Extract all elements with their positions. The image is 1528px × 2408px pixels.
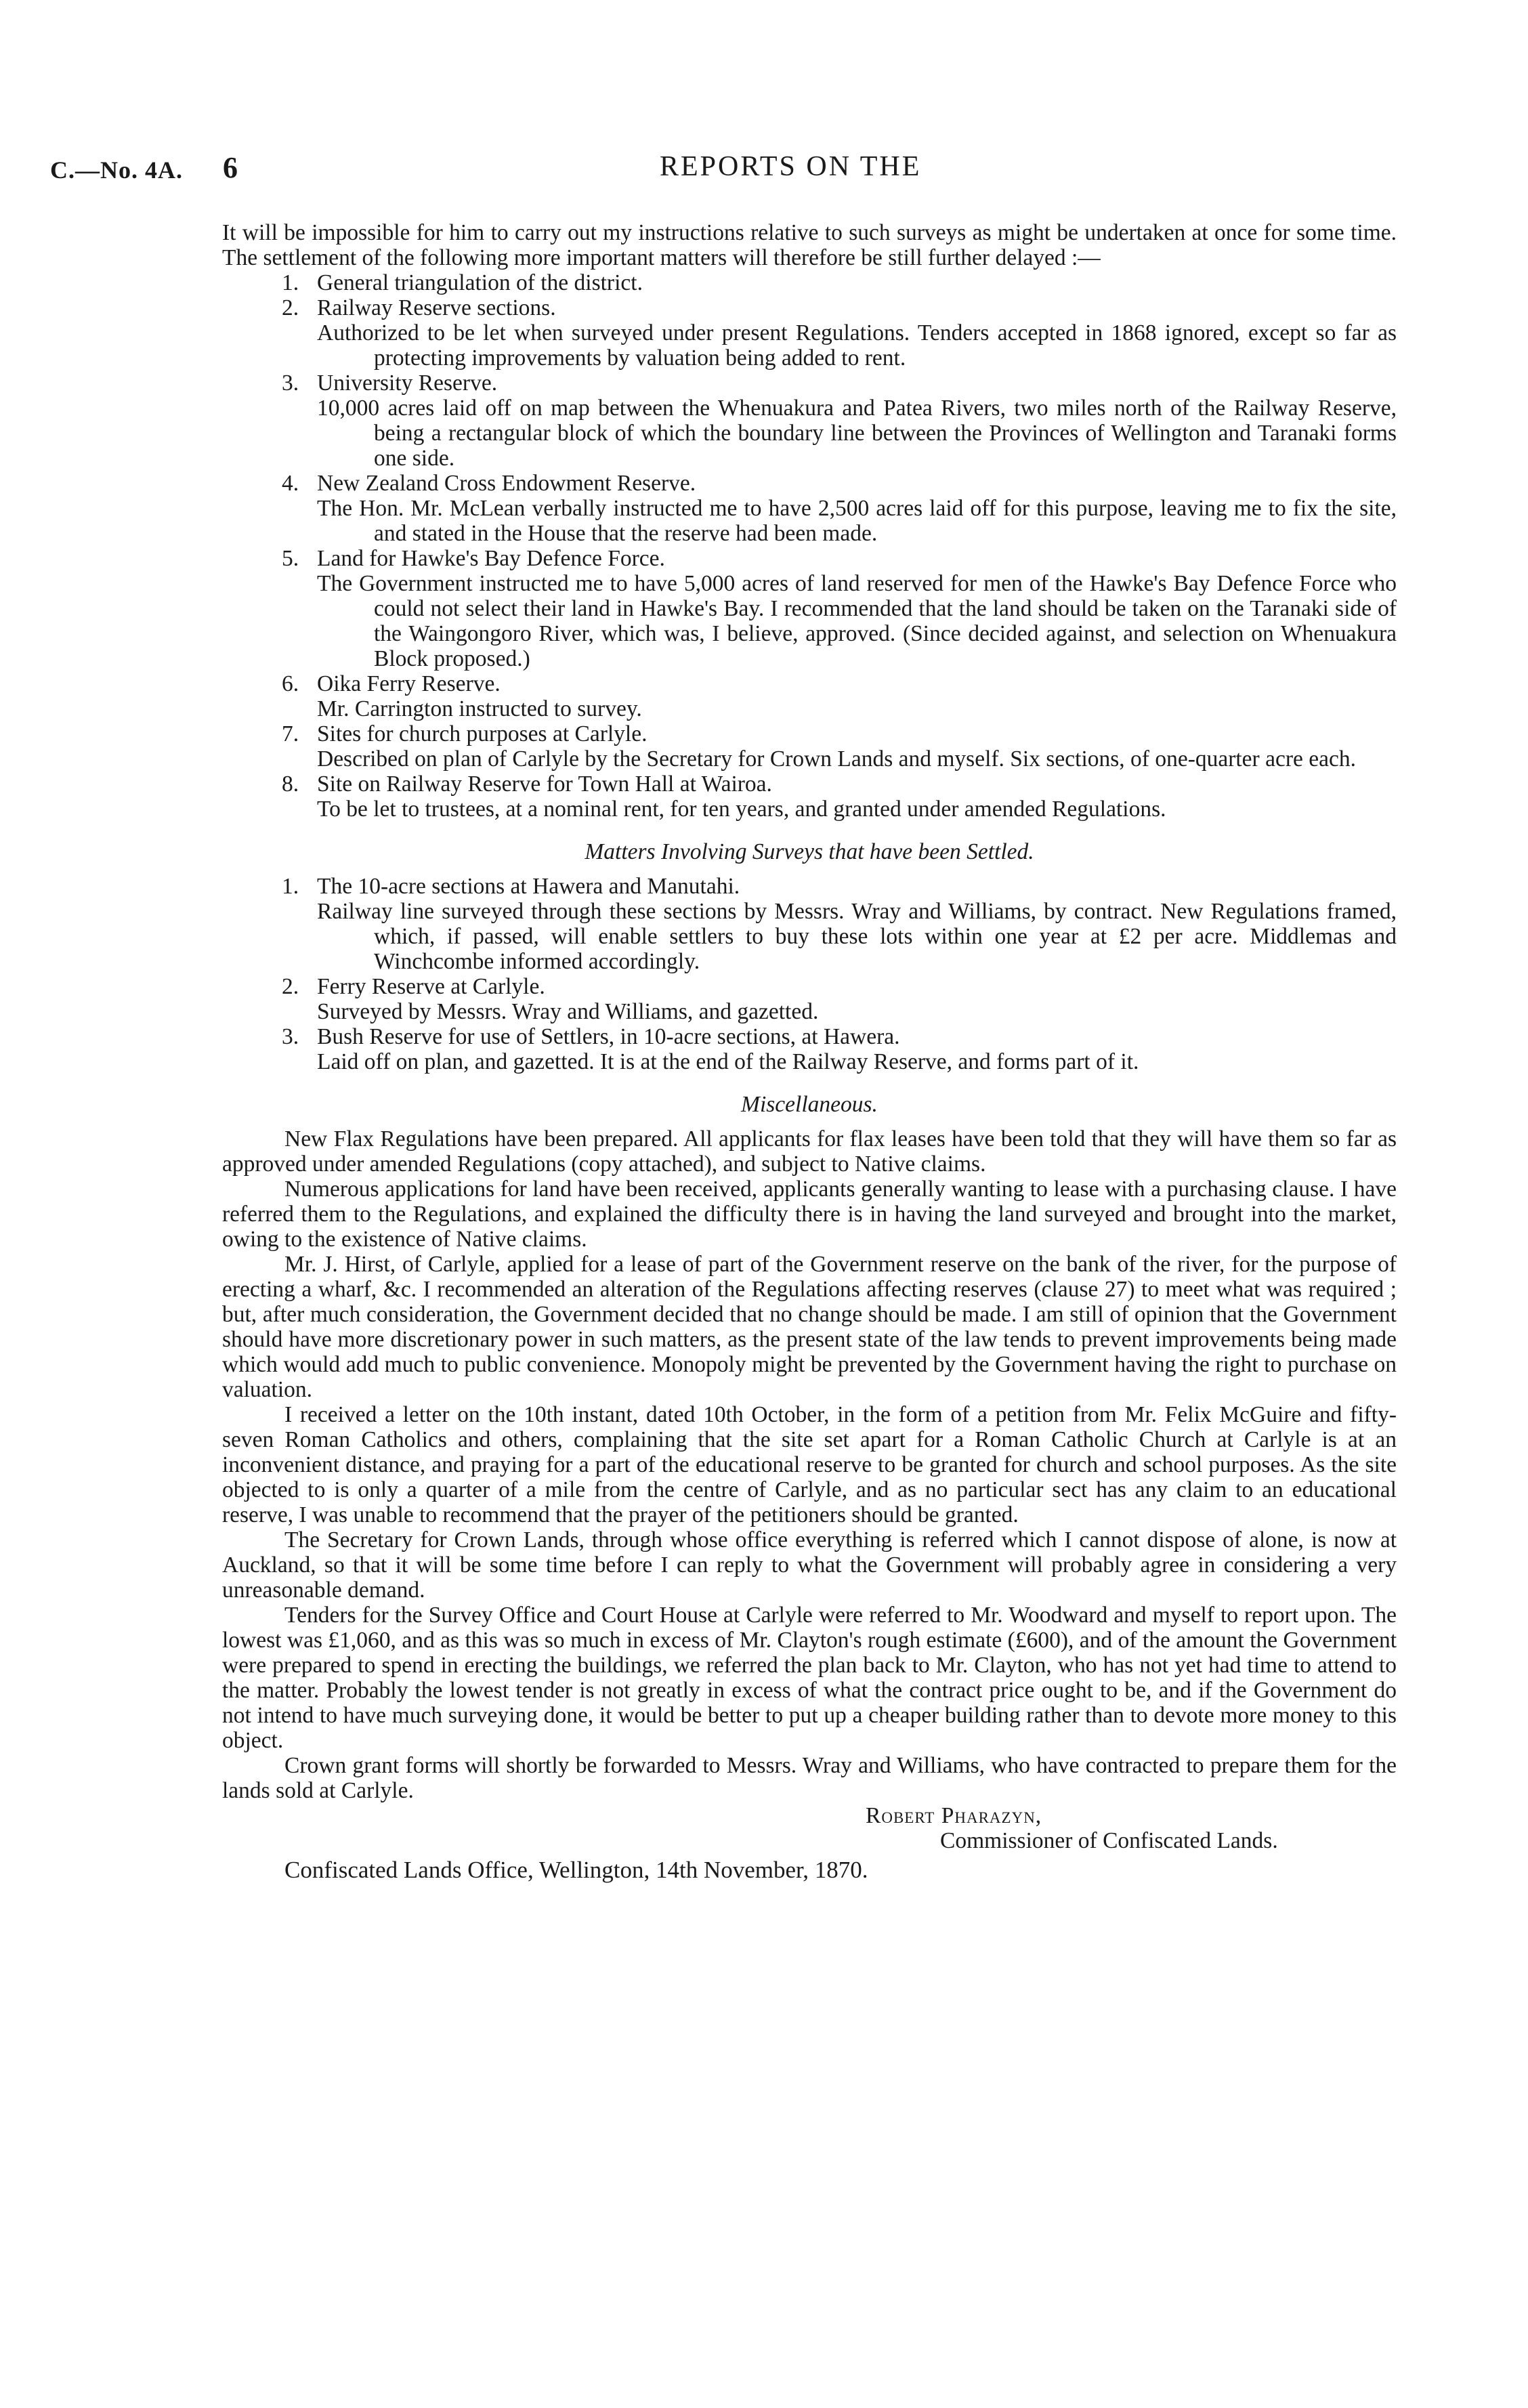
- item-detail: The Hon. Mr. McLean verbally instructed me to have 2,500 acres laid off for this purpose, leaving me to fix the site, and stated in the House that the reserve had been made.: [317, 496, 1397, 546]
- signatory-title: Commissioner of Confiscated Lands.: [940, 1828, 1278, 1853]
- running-title: REPORTS ON THE: [660, 151, 922, 182]
- pending-matters-list: [222, 270, 1397, 822]
- item-number: 2.: [282, 295, 299, 320]
- item-number: 6.: [282, 671, 299, 696]
- page-header: [50, 150, 1397, 191]
- item-number: 1.: [282, 270, 299, 295]
- item-detail: To be let to trustees, at a nominal rent, for ten years, and granted under amended Regulations.: [317, 797, 1166, 822]
- place-and-date: Confiscated Lands Office, Wellington, 14th November, 1870.: [284, 1857, 868, 1883]
- settled-item: [222, 874, 1397, 974]
- settled-heading: Matters Involving Surveys that have been Settled.: [585, 839, 1034, 864]
- item-number: 7.: [282, 721, 299, 746]
- item-title: Ferry Reserve at Carlyle.: [317, 974, 545, 999]
- page-number: 6: [223, 151, 238, 184]
- item-number: 3.: [282, 371, 299, 396]
- item-detail: Railway line surveyed through these sections by Messrs. Wray and Williams, by contract. New Regulations framed, which, if passed, will enable settlers to buy these lots within one year at £2 per acre. Middlemas and Winchcombe informed accordingly.: [317, 899, 1397, 974]
- item-detail: Laid off on plan, and gazetted. It is at the end of the Railway Reserve, and forms part of it.: [317, 1049, 1139, 1074]
- pending-item: [222, 721, 1397, 772]
- pending-item: [222, 371, 1397, 471]
- item-number: 5.: [282, 546, 299, 571]
- misc-paragraph: Mr. J. Hirst, of Carlyle, applied for a lease of part of the Government reserve on the bank of the river, for the purpose of erecting a wharf, &c. I recommended an alteration of the Regulations affecting reserves (clause 27) to meet what was required ; but, after much consideration, the Government decided that no change should be made. I am still of opinion that the Government should have more discretionary power in such matters, as the present state of the law tends to prevent improvements being made which would add much to public convenience. Monopoly might be prevented by the Government having the right to purchase on valuation.: [222, 1252, 1397, 1402]
- pending-item: [222, 270, 1397, 295]
- item-number: 4.: [282, 471, 299, 496]
- item-number: 3.: [282, 1024, 299, 1049]
- item-detail: Described on plan of Carlyle by the Secretary for Crown Lands and myself. Six sections, of one-quarter acre each.: [317, 746, 1356, 772]
- pending-item: [222, 671, 1397, 721]
- item-number: 8.: [282, 772, 299, 797]
- item-detail: Mr. Carrington instructed to survey.: [317, 696, 642, 721]
- intro-paragraph: It will be impossible for him to carry out my instructions relative to such surveys as might be undertaken at once for some time. The settlement of the following more important matters will therefore be still further delayed :—: [222, 220, 1397, 270]
- item-detail: Surveyed by Messrs. Wray and Williams, and gazetted.: [317, 999, 819, 1024]
- item-title: Sites for church purposes at Carlyle.: [317, 721, 648, 746]
- pending-item: [222, 471, 1397, 546]
- misc-paragraph: I received a letter on the 10th instant, dated 10th October, in the form of a petition from Mr. Felix McGuire and fifty-seven Roman Catholics and others, complaining that the site set apart for a Roman Catholic Church at Carlyle is at an inconvenient distance, and praying for a part of the educational reserve to be granted for church and school purposes. As the site objected to is only a quarter of a mile from the centre of Carlyle, and as no particular sect has any claim to an educational reserve, I was unable to recommend that the prayer of the petitioners should be granted.: [222, 1402, 1397, 1527]
- item-title: University Reserve.: [317, 371, 498, 396]
- pending-item: [222, 772, 1397, 822]
- misc-paragraph: The Secretary for Crown Lands, through whose office everything is referred which I cannot dispose of alone, is now at Auckland, so that it will be some time before I can reply to what the Government will probably agree in considering a very unreasonable demand.: [222, 1527, 1397, 1603]
- item-detail: 10,000 acres laid off on map between the Whenuakura and Patea Rivers, two miles north of the Railway Reserve, being a rectangular block of which the boundary line between the Provinces of Wellington and Taranaki forms one side.: [317, 396, 1397, 471]
- pending-item: [222, 546, 1397, 671]
- item-title: New Zealand Cross Endowment Reserve.: [317, 471, 696, 496]
- item-title: Site on Railway Reserve for Town Hall at Wairoa.: [317, 772, 772, 797]
- signature-block: [222, 1803, 1397, 1853]
- item-number: 2.: [282, 974, 299, 999]
- document-reference: C.—No. 4A.: [50, 156, 183, 184]
- pending-item: [222, 295, 1397, 371]
- misc-paragraph: Tenders for the Survey Office and Court House at Carlyle were referred to Mr. Woodward and myself to report upon. The lowest was £1,060, and as this was so much in excess of Mr. Clayton's rough estimate (£600), and of the amount the Government were prepared to spend in erecting the buildings, we referred the plan back to Mr. Clayton, who has not yet had time to attend to the matter. Probably the lowest tender is not greatly in excess of what the contract price ought to be, and if the Government do not intend to have much surveying done, it would be better to put up a cheaper building rather than to devote more money to this object.: [222, 1603, 1397, 1753]
- item-title: Land for Hawke's Bay Defence Force.: [317, 546, 665, 571]
- item-number: 1.: [282, 874, 299, 899]
- item-title: The 10-acre sections at Hawera and Manutahi.: [317, 874, 740, 899]
- miscellaneous-heading: Miscellaneous.: [741, 1092, 878, 1117]
- item-title: General triangulation of the district.: [317, 270, 643, 295]
- item-title: Bush Reserve for use of Settlers, in 10-acre sections, at Hawera.: [317, 1024, 900, 1049]
- item-title: Railway Reserve sections.: [317, 295, 556, 320]
- settled-matters-list: [222, 874, 1397, 1074]
- item-detail: The Government instructed me to have 5,000 acres of land reserved for men of the Hawke's Bay Defence Force who could not select their land in Hawke's Bay. I recommended that the land should be taken on the Taranaki side of the Waingongoro River, which was, I believe, approved. (Since decided against, and selection on Whenuakura Block proposed.): [317, 571, 1397, 671]
- settled-item: [222, 1024, 1397, 1074]
- misc-paragraph: New Flax Regulations have been prepared. All applicants for flax leases have been told that they will have them so far as approved under amended Regulations (copy attached), and subject to Native claims.: [222, 1126, 1397, 1177]
- signatory-name: Robert Pharazyn,: [866, 1803, 1042, 1828]
- item-detail: Authorized to be let when surveyed under present Regulations. Tenders accepted in 1868 ignored, except so far as protecting improvements by valuation being added to rent.: [317, 320, 1397, 371]
- item-title: Oika Ferry Reserve.: [317, 671, 501, 696]
- misc-paragraph: Numerous applications for land have been received, applicants generally wanting to lease with a purchasing clause. I have referred them to the Regulations, and explained the difficulty there is in having the land surveyed and brought into the market, owing to the existence of Native claims.: [222, 1177, 1397, 1252]
- settled-item: [222, 974, 1397, 1024]
- document-body: [222, 220, 1397, 1882]
- misc-paragraph: Crown grant forms will shortly be forwarded to Messrs. Wray and Williams, who have contracted to prepare them for the lands sold at Carlyle.: [222, 1753, 1397, 1803]
